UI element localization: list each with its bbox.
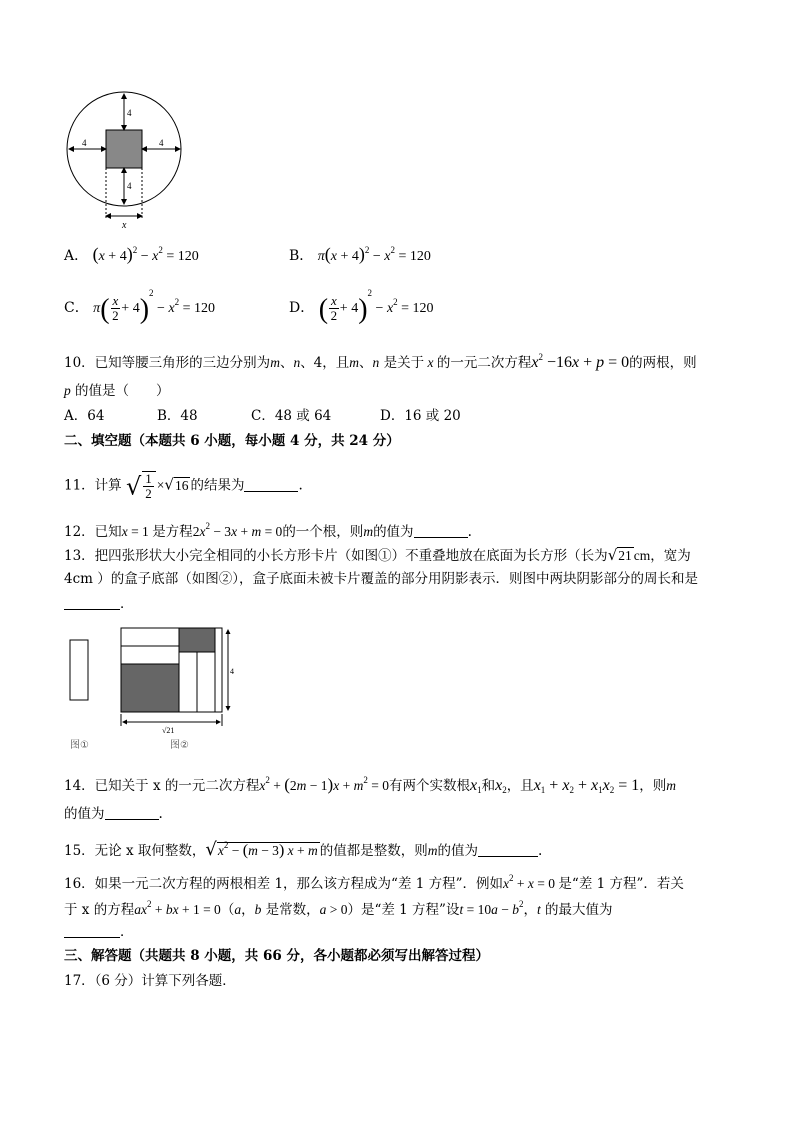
shaded-bottom-left [121, 664, 179, 712]
card-top-left-1 [121, 628, 179, 646]
q14-line1: 14．已知关于 x 的一元二次方程$x^2 + (2m - 1)x + m^2 = 0$有两个实数根$x_1$和$x_2$，且$x_1 + x_2 + x_1x_2 = 1$，则m [64, 775, 676, 795]
inner-square [106, 130, 142, 168]
q15: 15．无论 x 取何整数，$√x^2 - (m - 3) x + m$ 的值都是整数，则m的值为 . [64, 839, 543, 860]
fig1-dim-right: 4 [159, 138, 164, 148]
card-right-2 [197, 652, 215, 712]
q10-line2: p 的值是（ ） [64, 383, 170, 399]
q13-figure [64, 622, 244, 754]
q9-option-a: A． $(x + 4)^2 - x^2 = 120$ [64, 244, 199, 264]
section3-title: 三、解答题（共题共 8 小题，共 66 分，各小题都必须写出解答过程） [64, 948, 489, 964]
fig1-var: x [122, 220, 127, 230]
small-card [70, 640, 88, 700]
q11: 11．计算 √ $\frac{1}{2}$ ×√16 的结果为 . [64, 471, 303, 501]
fig-label-2: 图② [170, 740, 189, 751]
q9-option-d: D． ( $\frac{x}{2}$ + $4)^2 - x^2 = 120$ [289, 288, 434, 325]
card-right-1 [179, 652, 197, 712]
q16-line2: 于 x 的方程$ax^2$ + bx + 1 = 0（a，b 是常数，a > 0）是“差 1 方程”设$t = 10a - b^2$，t 的最大值为 [64, 899, 613, 918]
fig2-height: 4 [230, 667, 234, 676]
fig1-dim-top: 4 [127, 108, 132, 118]
q10-option-b: B．48 [157, 408, 198, 424]
q13-line3: ． [64, 596, 134, 613]
fig2-width: √21 [162, 726, 175, 735]
q14-line2: 的值为 . [64, 806, 163, 822]
q12: 12．已知x = 1 是方程$2x^2 - 3x + m = 0$的一个根，则m的值为 . [64, 521, 472, 540]
section2-title: 二、填空题（本题共 6 小题，每小题 4 分，共 24 分） [64, 433, 400, 449]
card-top-left-2 [121, 646, 179, 664]
q16-line1: 16．如果一元二次方程的两根相差 1，那么该方程成为“差 1 方程”．例如$x^2 + x = 0$ 是“差 1 方程”．若关 [64, 873, 684, 892]
q10-option-d: D．16 或 20 [380, 408, 461, 424]
fig1-dim-left: 4 [82, 138, 87, 148]
q17: 17．（6 分）计算下列各题． [64, 973, 236, 989]
fig-label-1: 图① [70, 740, 89, 751]
q10-line1: 10．已知等腰三角形的三边分别为m、n、4，且m、n 是关于 x 的一元二次方程$x^2 -16x + p = 0$的两根，则 [64, 352, 697, 371]
q13-line1: 13．把四张形状大小完全相同的小长方形卡片（如图①）不重叠地放在底面为长方形（长为√21 cm，宽为 [64, 546, 691, 564]
q13-line2: 4cm ）的盒子底部（如图②），盒子底面未被卡片覆盖的部分用阴影表示．则图中两块阴影部分的周长和是 [64, 571, 698, 587]
q16-line3: ． [64, 924, 134, 941]
q10-option-a: A．64 [64, 408, 105, 424]
q9-option-c: C． π( $\frac{x}{2}$ + $4)^2 - x^2 = 120$ [64, 288, 216, 325]
shaded-top-right [179, 628, 215, 652]
fig1-dim-bottom: 4 [127, 181, 132, 191]
q10-option-c: C．48 或 64 [251, 408, 332, 424]
q9-option-b: B． $\pi(x + 4)^2 - x^2 = 120$ [289, 244, 431, 264]
q9-circle-figure [60, 88, 190, 230]
